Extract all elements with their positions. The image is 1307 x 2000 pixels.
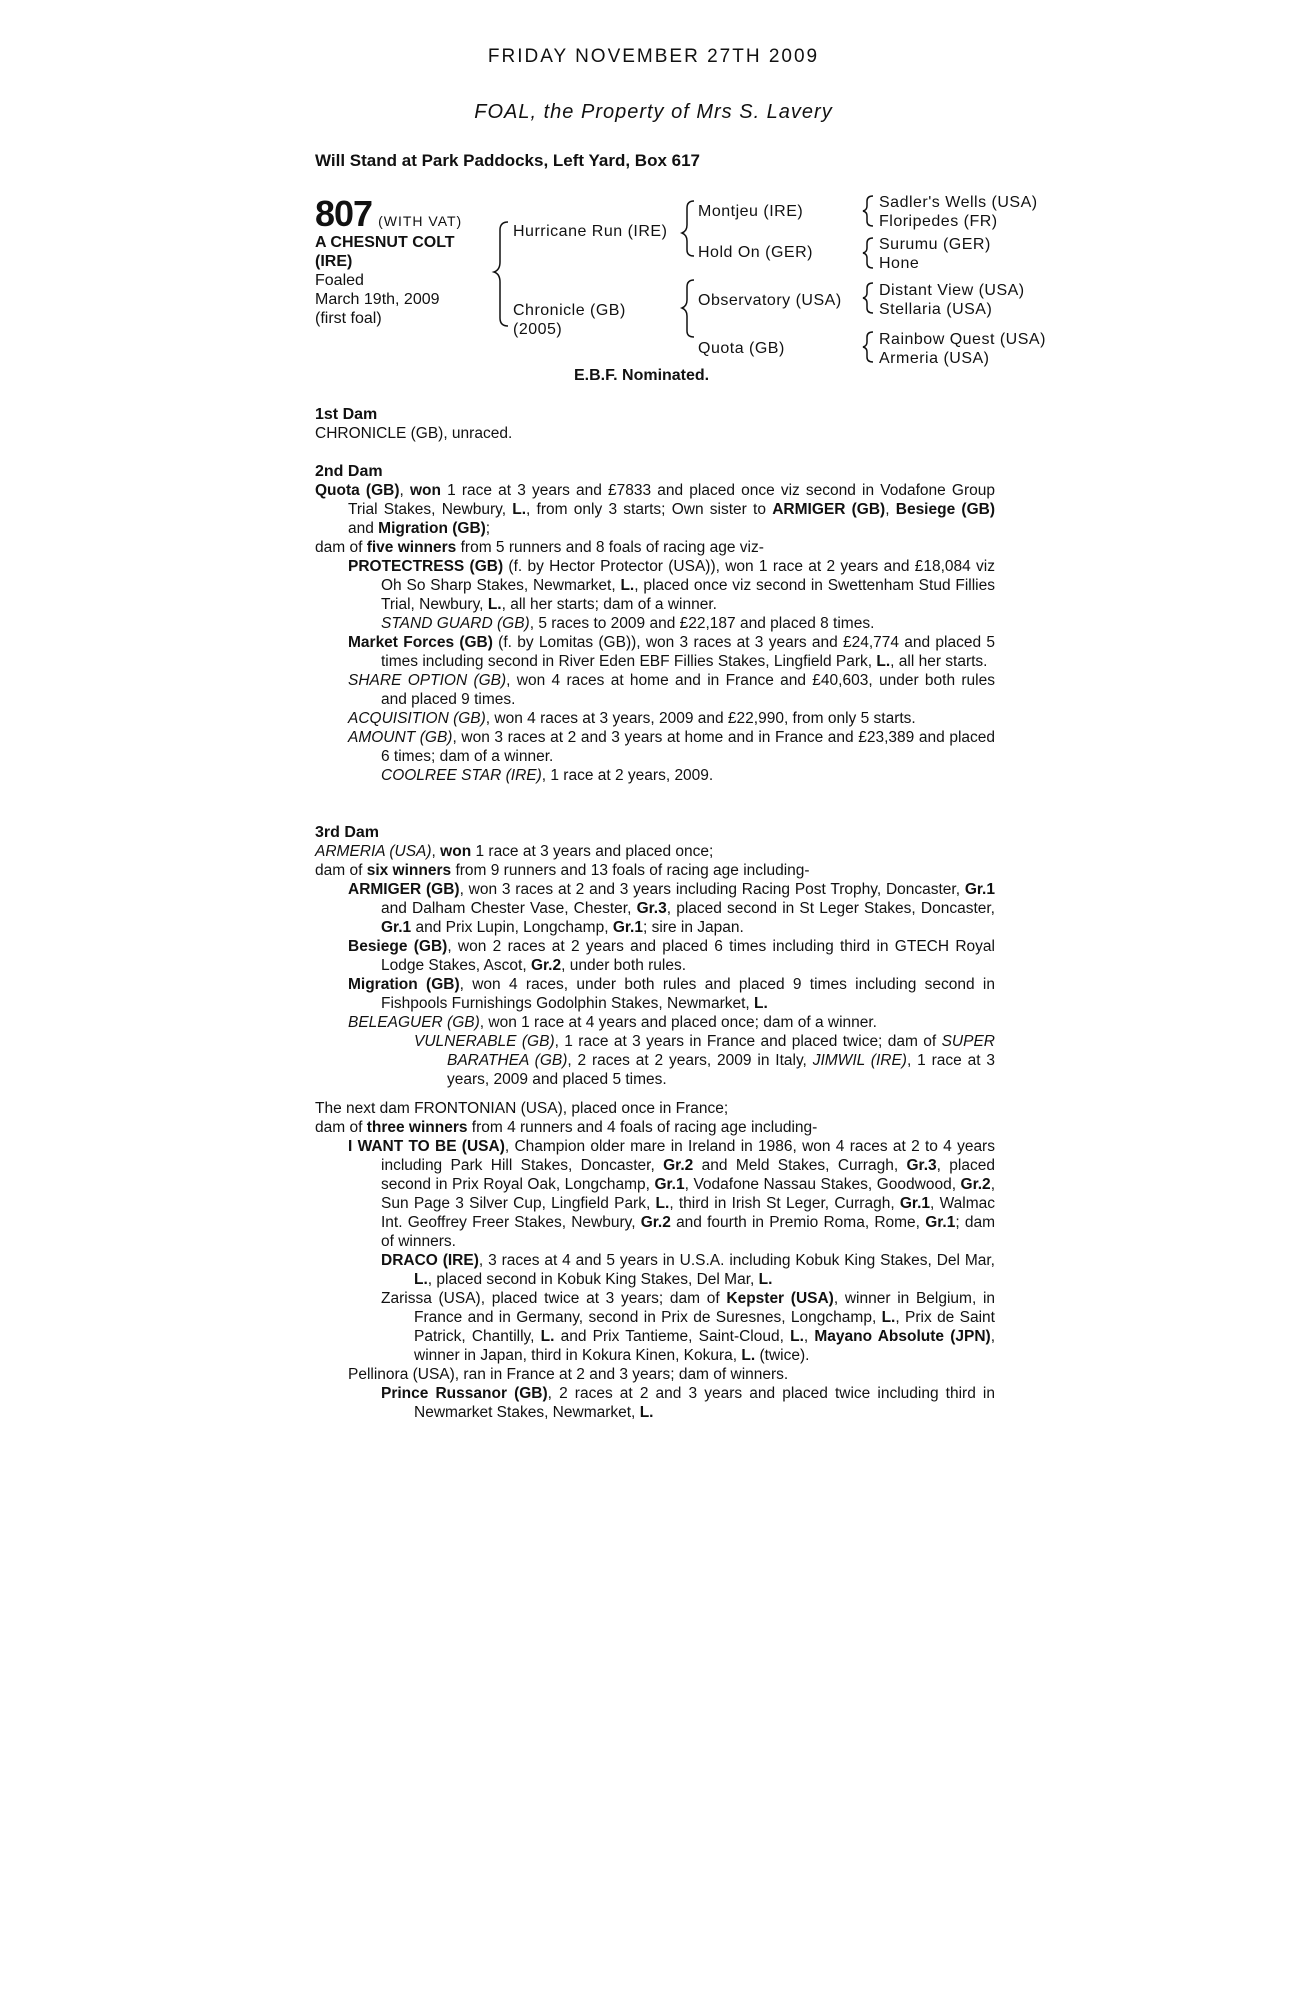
- pedigree-dam-sire: Observatory (USA): [698, 292, 842, 309]
- pedigree-dam: Chronicle (GB): [513, 302, 626, 319]
- third-dam-produce-summary: dam of six winners from 9 runners and 13 foals of racing age including-: [315, 862, 810, 879]
- produce-armiger: ARMIGER (GB), won 3 races at 2 and 3 years including Racing Post Trophy, Doncaster, Gr.1 and Dalham Chester Vase, Chester, Gr.3, placed second in St Leger Stakes, Doncaster, Gr.1 and Prix Lupin, Longchamp, Gr.1; sire in Japan.: [348, 881, 995, 936]
- produce-beleaguer: BELEAGUER (GB), won 1 race at 4 years and placed once; dam of a winner.: [348, 1014, 877, 1031]
- foal-property-title: FOAL, the Property of Mrs S. Lavery: [474, 101, 833, 123]
- pedigree-sire-dam: Hold On (GER): [698, 244, 813, 261]
- second-dam-heading: 2nd Dam: [315, 463, 383, 480]
- lot-title-line1: A CHESNUT COLT: [315, 234, 455, 251]
- pedigree-sdd: Hone: [879, 255, 920, 272]
- pedigree-sss: Sadler's Wells (USA): [879, 194, 1038, 211]
- next-dam-section: [315, 1099, 995, 1422]
- second-dam-quota: Quota (GB), won 1 race at 3 years and £7833 and placed once viz second in Vodafone Group Trial Stakes, Newbury, L., from only 3 starts; Own sister to ARMIGER (GB), Besiege (GB) and Migration (GB);: [315, 482, 995, 537]
- pedigree-ssd: Floripedes (FR): [879, 213, 998, 230]
- produce-share-option: SHARE OPTION (GB), won 4 races at home and in France and £40,603, under both rules and placed 9 times.: [348, 672, 995, 708]
- produce-protectress: PROTECTRESS (GB) (f. by Hector Protector (USA)), won 1 race at 2 years and £18,084 viz Oh So Sharp Stakes, Newmarket, L., placed once viz second in Swettenham Stud Fillies Trial, Newbury, L., all her starts; dam of a winner.: [348, 558, 996, 613]
- produce-stand-guard: STAND GUARD (GB), 5 races to 2009 and £22,187 and placed 8 times.: [381, 615, 875, 632]
- stand-location: Will Stand at Park Paddocks, Left Yard, Box 617: [315, 151, 700, 170]
- produce-besiege: Besiege (GB), won 2 races at 2 years and placed 6 times including third in GTECH Royal Lodge Stakes, Ascot, Gr.2, under both rules.: [348, 938, 995, 974]
- next-dam-frontonian: The next dam FRONTONIAN (USA), placed once in France;: [315, 1100, 729, 1117]
- pedigree-dss: Distant View (USA): [879, 282, 1025, 299]
- produce-acquisition: ACQUISITION (GB), won 4 races at 3 years, 2009 and £22,990, from only 5 starts.: [348, 710, 916, 727]
- produce-market-forces: Market Forces (GB) (f. by Lomitas (GB)), won 3 races at 3 years and £24,774 and placed 5 times including second in River Eden EBF Fillies Stakes, Lingfield Park, L., all her starts.: [348, 634, 995, 670]
- third-dam-section: [315, 823, 995, 1089]
- pedigree-sire: Hurricane Run (IRE): [513, 223, 668, 240]
- foaled-label: Foaled: [315, 272, 364, 289]
- ebf-nominated: E.B.F. Nominated.: [574, 367, 710, 384]
- second-dam-section: [315, 462, 995, 785]
- pedigree-sire-sire: Montjeu (IRE): [698, 203, 804, 220]
- third-dam-armeria: ARMERIA (USA), won 1 race at 3 years and placed once;: [315, 843, 714, 860]
- first-dam-heading: 1st Dam: [315, 406, 378, 423]
- pedigree-sds: Surumu (GER): [879, 236, 991, 253]
- pedigree-dam-year: (2005): [513, 321, 563, 338]
- produce-migration: Migration (GB), won 4 races, under both rules and placed 9 times including second in Fishpools Furnishings Godolphin Stakes, Newmarket, L.: [348, 976, 995, 1012]
- produce-i-want-to-be: I WANT TO BE (USA), Champion older mare in Ireland in 1986, won 4 races at 2 to 4 years including Park Hill Stakes, Doncaster, Gr.2 and Meld Stakes, Curragh, Gr.3, placed second in Prix Royal Oak, Longchamp, Gr.1, Vodafone Nassau Stakes, Goodwood, Gr.2, Sun Page 3 Silver Cup, Lingfield Park, L., third in Irish St Leger, Curragh, Gr.1, Walmac Int. Geoffrey Freer Stakes, Newbury, Gr.2 and fourth in Premio Roma, Rome, Gr.1; dam of winners.: [348, 1138, 996, 1250]
- first-dam-text: CHRONICLE (GB), unraced.: [315, 425, 513, 442]
- sale-date: FRIDAY NOVEMBER 27TH 2009: [487, 46, 820, 67]
- pedigree-dds: Rainbow Quest (USA): [879, 331, 1046, 348]
- foaled-date: March 19th, 2009: [315, 291, 440, 308]
- second-dam-produce-summary: dam of five winners from 5 runners and 8 foals of racing age viz-: [315, 539, 764, 556]
- produce-draco: DRACO (IRE), 3 races at 4 and 5 years in U.S.A. including Kobuk King Stakes, Del Mar, L., placed second in Kobuk King Stakes, Del Mar, L.: [381, 1252, 995, 1288]
- pedigree-ddd: Armeria (USA): [879, 350, 990, 367]
- lot-title-line2: (IRE): [315, 253, 353, 270]
- pedigree-braces: [0, 0, 1307, 400]
- pedigree-dam-dam: Quota (GB): [698, 340, 785, 357]
- produce-coolree-star: COOLREE STAR (IRE), 1 race at 2 years, 2009.: [381, 767, 714, 784]
- first-dam-section: [315, 405, 995, 443]
- vat-note: (WITH VAT): [378, 213, 463, 229]
- produce-amount: AMOUNT (GB), won 3 races at 2 and 3 years at home and in France and £23,389 and placed 6 times; dam of a winner.: [348, 729, 996, 765]
- produce-pellinora: Pellinora (USA), ran in France at 2 and 3 years; dam of winners.: [348, 1366, 789, 1383]
- third-dam-heading: 3rd Dam: [315, 824, 380, 841]
- pedigree-dsd: Stellaria (USA): [879, 301, 993, 318]
- next-dam-produce-summary: dam of three winners from 4 runners and 4 foals of racing age including-: [315, 1119, 818, 1136]
- produce-prince-russanor: Prince Russanor (GB), 2 races at 2 and 3 years and placed twice including third in Newmarket Stakes, Newmarket, L.: [381, 1385, 995, 1421]
- produce-zarissa: Zarissa (USA), placed twice at 3 years; dam of Kepster (USA), winner in Belgium, in France and in Germany, second in Prix de Suresnes, Longchamp, L., Prix de Saint Patrick, Chantilly, L. and Prix Tantieme, Saint-Cloud, L., Mayano Absolute (JPN), winner in Japan, third in Kokura Kinen, Kokura, L. (twice).: [381, 1290, 996, 1364]
- lot-number: 807: [315, 193, 373, 234]
- produce-vulnerable: VULNERABLE (GB), 1 race at 3 years in France and placed twice; dam of SUPER BARATHEA (GB), 2 races at 2 years, 2009 in Italy, JIMWIL (IRE), 1 race at 3 years, 2009 and placed 5 times.: [414, 1033, 995, 1088]
- first-foal-note: (first foal): [315, 310, 382, 327]
